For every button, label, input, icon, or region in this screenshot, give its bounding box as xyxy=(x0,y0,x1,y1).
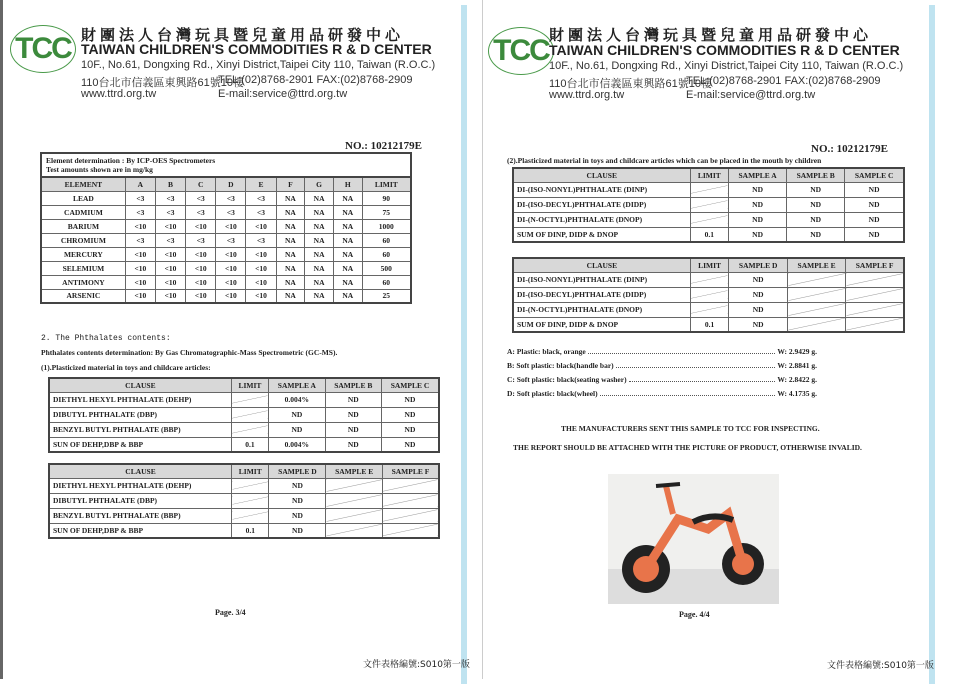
column-header: SAMPLE C xyxy=(381,378,439,392)
table-cell xyxy=(788,287,846,302)
table-cell: <10 xyxy=(125,261,155,275)
table-cell xyxy=(690,287,729,302)
page-number: Page. 4/4 xyxy=(679,610,710,619)
table-cell: ND xyxy=(787,227,845,242)
table-row xyxy=(513,212,904,227)
dot-leader xyxy=(588,348,776,354)
table-cell: ND xyxy=(787,212,845,227)
email: E-mail:service@ttrd.org.tw xyxy=(686,89,816,101)
table-cell: <10 xyxy=(216,219,246,233)
table-cell: ND xyxy=(729,197,787,212)
table-row xyxy=(41,233,411,247)
column-header: CLAUSE xyxy=(49,378,231,392)
table-cell: 75 xyxy=(362,205,411,219)
table-cell: BENZYL BUTYL PHTHALATE (BBP) xyxy=(49,508,232,523)
table-cell: NA xyxy=(305,191,334,205)
table-cell: 60 xyxy=(362,233,411,247)
table-cell: <3 xyxy=(216,205,246,219)
table-cell: DIETHYL HEXYL PHTHALATE (DEHP) xyxy=(49,392,231,407)
column-header: E xyxy=(246,177,276,191)
column-header: LIMIT xyxy=(231,378,268,392)
sample-weight: W: 2.8841 g. xyxy=(777,360,817,370)
column-header: SAMPLE F xyxy=(846,258,904,272)
table-cell: 0.1 xyxy=(232,523,269,538)
table-cell: <10 xyxy=(246,219,276,233)
table-row xyxy=(49,508,439,523)
phthalate-table-abc xyxy=(48,377,440,453)
website: www.ttrd.org.tw xyxy=(549,89,625,101)
table-header-row xyxy=(513,258,904,272)
table-cell: 60 xyxy=(362,275,411,289)
table-cell: <10 xyxy=(246,247,276,261)
table-cell: NA xyxy=(333,205,362,219)
address-en: 10F., No.61, Dongxing Rd., Xinyi District,Taipei City 110, Taiwan (R.O.C.) xyxy=(549,60,904,72)
table-cell: DIETHYL HEXYL PHTHALATE (DEHP) xyxy=(49,478,232,493)
table-cell xyxy=(788,272,846,287)
table-cell: <10 xyxy=(125,289,155,303)
table-cell: NA xyxy=(333,191,362,205)
table-cell: SUM OF DINP, DIDP & DNOP xyxy=(513,227,690,242)
tcc-logo: TCC xyxy=(488,27,554,75)
table-cell: <10 xyxy=(246,275,276,289)
column-header: SAMPLE E xyxy=(788,258,846,272)
table-cell: ND xyxy=(269,493,326,508)
column-header: LIMIT xyxy=(362,177,411,191)
table-cell: ND xyxy=(845,212,904,227)
column-header: CLAUSE xyxy=(49,464,232,478)
address-cn: 110台北市信義區東興路61號10樓 xyxy=(81,77,245,89)
table-cell: BARIUM xyxy=(41,219,125,233)
table-cell xyxy=(231,407,268,422)
table-cell: <3 xyxy=(155,233,185,247)
column-header: H xyxy=(333,177,362,191)
table-cell: ND xyxy=(269,478,326,493)
element-method: Element determination : By ICP-OES Spectrometers xyxy=(46,156,216,165)
table-cell xyxy=(690,272,729,287)
sample-item xyxy=(507,344,817,358)
table-cell: 0.1 xyxy=(690,227,729,242)
table-cell: <10 xyxy=(246,261,276,275)
table-cell: ND xyxy=(729,212,787,227)
sample-list xyxy=(507,344,817,400)
table-cell: NA xyxy=(276,261,305,275)
page-number: Page. 3/4 xyxy=(215,608,246,617)
table-cell: DI-(ISO-NONYL)PHTHALATE (DINP) xyxy=(513,272,690,287)
table-cell: LEAD xyxy=(41,191,125,205)
table-cell: 60 xyxy=(362,247,411,261)
table-cell xyxy=(690,212,729,227)
table-row xyxy=(513,302,904,317)
org-name-english: TAIWAN CHILDREN'S COMMODITIES R & D CENTER xyxy=(549,42,900,58)
dot-leader xyxy=(616,362,776,368)
table-cell: <10 xyxy=(186,247,216,261)
table-cell: ND xyxy=(325,392,381,407)
table-cell: 0.004% xyxy=(269,437,325,452)
column-header: LIMIT xyxy=(232,464,269,478)
table-row xyxy=(41,275,411,289)
table-cell xyxy=(232,508,269,523)
table-row xyxy=(49,478,439,493)
table-cell: CHROMIUM xyxy=(41,233,125,247)
table-row xyxy=(49,437,439,452)
table-cell: <10 xyxy=(125,247,155,261)
table-cell: ND xyxy=(269,508,326,523)
table-cell: DI-(N-OCTYL)PHTHALATE (DNOP) xyxy=(513,302,690,317)
element-table xyxy=(40,176,412,304)
column-header: SAMPLE B xyxy=(787,168,845,182)
column-header: SAMPLE D xyxy=(269,464,326,478)
column-header: C xyxy=(186,177,216,191)
table-cell: <3 xyxy=(125,205,155,219)
table-row xyxy=(41,289,411,303)
table-cell: <10 xyxy=(246,289,276,303)
column-header: SAMPLE F xyxy=(382,464,439,478)
table-cell: NA xyxy=(333,275,362,289)
scan-edge-strip xyxy=(929,5,935,684)
org-name-chinese: 財團法人台灣玩具暨兒童用品研發中心 xyxy=(81,26,405,44)
table-cell xyxy=(232,493,269,508)
table-cell xyxy=(788,317,846,332)
table-cell: <10 xyxy=(155,219,185,233)
table-row xyxy=(41,261,411,275)
table-cell: ND xyxy=(381,407,439,422)
table-row xyxy=(513,182,904,197)
table-cell: ND xyxy=(845,197,904,212)
table-row xyxy=(41,219,411,233)
table-cell: NA xyxy=(276,247,305,261)
table-cell xyxy=(382,493,439,508)
table-cell: NA xyxy=(276,275,305,289)
table-header-row xyxy=(49,378,439,392)
table-header-row xyxy=(513,168,904,182)
table-cell: ANTIMONY xyxy=(41,275,125,289)
notice-manufacturer: THE MANUFACTURERS SENT THIS SAMPLE TO TCC FOR INSPECTING. xyxy=(561,424,820,433)
table-cell: <10 xyxy=(125,219,155,233)
table-cell: ARSENIC xyxy=(41,289,125,303)
column-header: F xyxy=(276,177,305,191)
table-cell: MERCURY xyxy=(41,247,125,261)
table-cell: 25 xyxy=(362,289,411,303)
table-cell xyxy=(382,478,439,493)
table-row xyxy=(513,317,904,332)
table-cell xyxy=(846,287,904,302)
column-header: G xyxy=(305,177,334,191)
sample-description: B: Soft plastic: black(handle bar) xyxy=(507,360,614,370)
dot-leader xyxy=(600,390,776,396)
table-cell: <10 xyxy=(186,219,216,233)
table-cell xyxy=(326,523,382,538)
table-cell: <10 xyxy=(155,275,185,289)
mouth-phthalate-table-def xyxy=(512,257,905,333)
table-header-row xyxy=(41,177,411,191)
table-cell: NA xyxy=(276,191,305,205)
table-cell: NA xyxy=(333,233,362,247)
table-cell: ND xyxy=(325,422,381,437)
table-cell: ND xyxy=(729,182,787,197)
email: E-mail:service@ttrd.org.tw xyxy=(218,88,348,100)
table-cell: 1000 xyxy=(362,219,411,233)
table-cell: NA xyxy=(305,233,334,247)
product-photo xyxy=(608,474,779,604)
table-cell: <10 xyxy=(186,289,216,303)
table-cell xyxy=(846,302,904,317)
table-cell xyxy=(382,523,439,538)
column-header: B xyxy=(155,177,185,191)
table-cell xyxy=(846,317,904,332)
notice-validity: THE REPORT SHOULD BE ATTACHED WITH THE PICTURE OF PRODUCT, OTHERWISE INVALID. xyxy=(513,443,862,452)
table-cell: <10 xyxy=(155,247,185,261)
sample-description: C: Soft plastic: black(seating washer) xyxy=(507,374,627,384)
website: www.ttrd.org.tw xyxy=(81,88,157,100)
table-cell: NA xyxy=(305,205,334,219)
table-row xyxy=(41,191,411,205)
table-row xyxy=(513,287,904,302)
table-cell: <10 xyxy=(216,247,246,261)
table-cell: ND xyxy=(729,272,788,287)
table-cell: ND xyxy=(269,422,325,437)
table-cell: <3 xyxy=(125,191,155,205)
column-header: SAMPLE A xyxy=(729,168,787,182)
table-cell xyxy=(690,182,729,197)
table-row xyxy=(41,247,411,261)
table-cell: DIBUTYL PHTHALATE (DBP) xyxy=(49,407,231,422)
table-cell: <10 xyxy=(155,289,185,303)
table-row xyxy=(49,523,439,538)
address-cn: 110台北市信義區東興路61號10樓 xyxy=(549,78,713,90)
table-cell: DI-(N-OCTYL)PHTHALATE (DNOP) xyxy=(513,212,690,227)
report-page-3 xyxy=(0,0,470,679)
method-text: Phthalates contents determination: By Gas Chromatographic-Mass Spectrometric (GC-MS). xyxy=(41,348,338,357)
element-table-caption xyxy=(40,152,412,178)
report-number: NO.: 10212179E xyxy=(811,143,888,155)
table-cell: DI-(ISO-DECYL)PHTHALATE (DIDP) xyxy=(513,197,690,212)
subsection-heading: (1).Plasticized material in toys and childcare articles: xyxy=(41,363,211,372)
table-cell: ND xyxy=(381,392,439,407)
column-header: CLAUSE xyxy=(513,258,690,272)
table-cell: <3 xyxy=(186,191,216,205)
table-cell xyxy=(690,302,729,317)
table-cell: 0.1 xyxy=(690,317,729,332)
form-number: 文件表格編號:S010第一版 xyxy=(827,661,934,671)
table-cell: SUM OF DINP, DIDP & DNOP xyxy=(513,317,690,332)
table-cell: DIBUTYL PHTHALATE (DBP) xyxy=(49,493,232,508)
table-cell xyxy=(846,272,904,287)
table-cell: <3 xyxy=(125,233,155,247)
table-cell: <3 xyxy=(246,233,276,247)
table-cell: NA xyxy=(276,289,305,303)
table-cell: <3 xyxy=(216,233,246,247)
table-cell: <10 xyxy=(186,261,216,275)
table-cell: NA xyxy=(333,261,362,275)
column-header: SAMPLE E xyxy=(326,464,382,478)
table-cell: 90 xyxy=(362,191,411,205)
table-row xyxy=(513,272,904,287)
section-heading: 2. The Phthalates contents: xyxy=(41,334,171,343)
table-cell: <3 xyxy=(186,233,216,247)
table-row xyxy=(49,422,439,437)
dot-leader xyxy=(629,376,776,382)
table-cell xyxy=(326,508,382,523)
table-cell: <3 xyxy=(155,205,185,219)
table-cell: <3 xyxy=(246,191,276,205)
table-header-row xyxy=(49,464,439,478)
table-cell: ND xyxy=(729,317,788,332)
table-cell: <3 xyxy=(216,191,246,205)
table-cell xyxy=(232,478,269,493)
table-cell: ND xyxy=(381,422,439,437)
table-cell: DI-(ISO-DECYL)PHTHALATE (DIDP) xyxy=(513,287,690,302)
table-row xyxy=(41,205,411,219)
org-name-chinese: 財團法人台灣玩具暨兒童用品研發中心 xyxy=(549,26,873,44)
table-cell: NA xyxy=(333,289,362,303)
sample-weight: W: 4.1735 g. xyxy=(777,388,817,398)
table-cell: ND xyxy=(729,302,788,317)
address-en: 10F., No.61, Dongxing Rd., Xinyi District,Taipei City 110, Taiwan (R.O.C.) xyxy=(81,59,436,71)
column-header: SAMPLE C xyxy=(845,168,904,182)
table-cell: ND xyxy=(269,407,325,422)
table-row xyxy=(513,227,904,242)
table-cell: NA xyxy=(305,289,334,303)
table-cell: SELEMIUM xyxy=(41,261,125,275)
tel-fax: TEL:(02)8768-2901 FAX:(02)8768-2909 xyxy=(686,75,881,87)
tcc-logo: TCC xyxy=(10,25,76,73)
table-cell xyxy=(326,493,382,508)
table-cell: NA xyxy=(305,275,334,289)
table-cell: <10 xyxy=(216,275,246,289)
column-header: D xyxy=(216,177,246,191)
table-cell: 0.004% xyxy=(269,392,325,407)
table-cell: NA xyxy=(276,205,305,219)
column-header: LIMIT xyxy=(690,168,729,182)
element-units: Test amounts shown are in mg/kg xyxy=(46,165,153,174)
table-cell: <10 xyxy=(155,261,185,275)
table-cell: NA xyxy=(305,219,334,233)
table-cell: <10 xyxy=(216,261,246,275)
report-number: NO.: 10212179E xyxy=(345,140,422,152)
table-cell: 500 xyxy=(362,261,411,275)
table-cell: ND xyxy=(729,287,788,302)
table-cell xyxy=(382,508,439,523)
table-cell: 0.1 xyxy=(231,437,268,452)
sample-weight: W: 2.9429 g. xyxy=(777,346,817,356)
tel-fax: TEL:(02)8768-2901 FAX:(02)8768-2909 xyxy=(218,74,413,86)
mouth-phthalate-table-abc xyxy=(512,167,905,243)
table-cell: <3 xyxy=(155,191,185,205)
phthalate-table-def xyxy=(48,463,440,539)
table-cell: SUN OF DEHP,DBP & BBP xyxy=(49,523,232,538)
table-cell: BENZYL BUTYL PHTHALATE (BBP) xyxy=(49,422,231,437)
table-cell: ND xyxy=(325,437,381,452)
table-cell: NA xyxy=(305,261,334,275)
table-cell: NA xyxy=(305,247,334,261)
scan-edge-strip xyxy=(461,5,467,684)
table-row xyxy=(49,392,439,407)
table-cell: NA xyxy=(333,219,362,233)
table-cell xyxy=(690,197,729,212)
table-cell: ND xyxy=(729,227,787,242)
table-cell: ND xyxy=(845,227,904,242)
table-row xyxy=(513,197,904,212)
table-cell: ND xyxy=(325,407,381,422)
table-cell xyxy=(326,478,382,493)
table-cell xyxy=(788,302,846,317)
column-header: A xyxy=(125,177,155,191)
column-header: SAMPLE D xyxy=(729,258,788,272)
report-page-4 xyxy=(482,0,960,679)
table-cell: ND xyxy=(845,182,904,197)
column-header: CLAUSE xyxy=(513,168,690,182)
table-cell: ND xyxy=(381,437,439,452)
form-number: 文件表格編號:S010第一版 xyxy=(363,660,470,670)
column-header: SAMPLE B xyxy=(325,378,381,392)
column-header: LIMIT xyxy=(690,258,729,272)
table-cell: <10 xyxy=(216,289,246,303)
sample-weight: W: 2.8422 g. xyxy=(777,374,817,384)
balance-bike-image xyxy=(608,474,779,604)
table-cell: <3 xyxy=(246,205,276,219)
table-cell: NA xyxy=(276,233,305,247)
column-header: ELEMENT xyxy=(41,177,125,191)
sample-description: D: Soft plastic: black(wheel) xyxy=(507,388,598,398)
table-row xyxy=(49,493,439,508)
table-cell: DI-(ISO-NONYL)PHTHALATE (DINP) xyxy=(513,182,690,197)
table-cell: ND xyxy=(787,197,845,212)
table-cell: CADMIUM xyxy=(41,205,125,219)
sample-item xyxy=(507,358,817,372)
table-cell: ND xyxy=(269,523,326,538)
table-cell: <10 xyxy=(186,275,216,289)
table-cell: ND xyxy=(787,182,845,197)
table-cell xyxy=(231,392,268,407)
table-cell: <10 xyxy=(125,275,155,289)
subsection-heading: (2).Plasticized material in toys and childcare articles which can be placed in the mouth by children xyxy=(507,156,822,165)
table-cell: <3 xyxy=(186,205,216,219)
sample-description: A: Plastic: black, orange xyxy=(507,346,586,356)
sample-item xyxy=(507,372,817,386)
table-cell xyxy=(231,422,268,437)
table-row xyxy=(49,407,439,422)
column-header: SAMPLE A xyxy=(269,378,325,392)
org-name-english: TAIWAN CHILDREN'S COMMODITIES R & D CENTER xyxy=(81,41,432,57)
table-cell: SUN OF DEHP,DBP & BBP xyxy=(49,437,231,452)
table-cell: NA xyxy=(333,247,362,261)
sample-item xyxy=(507,386,817,400)
table-cell: NA xyxy=(276,219,305,233)
